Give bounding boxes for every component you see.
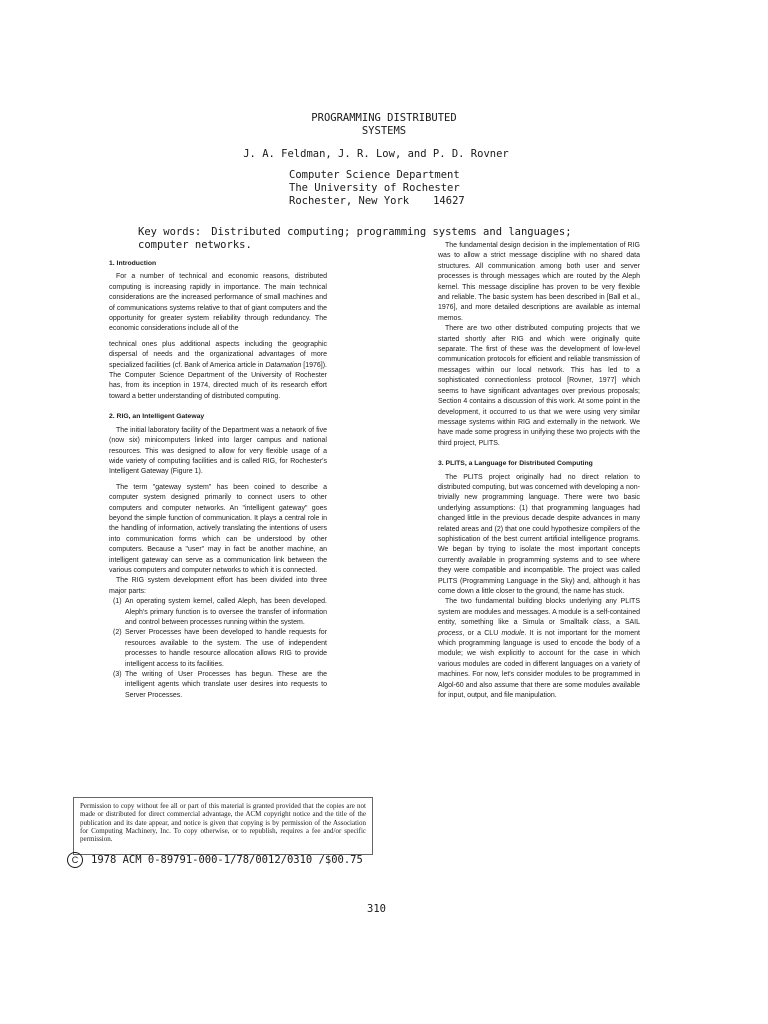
keywords-text: Distributed computing; programming systems and languages; computer networks. (138, 226, 572, 251)
list-item-text: Server Processes have been developed to handle requests for resources available to the system. The use of independent processes to handle resource allocation allows RIG to provide intelligent access to its facilities. (125, 629, 327, 668)
list-item-number: (3) (113, 671, 122, 679)
list-item (109, 670, 327, 701)
permission-notice-box: Permission to copy without fee all or part of this material is granted provided that the copies are not made or distributed for direct commercial advantage, the ACM copyright notice and the title of the publication and its date appear, and notice is given that copying is by permission of the Association for Computing Machinery, Inc. To copy otherwise, or to republish, requires a fee and/or specific permission. (73, 797, 373, 855)
affiliation-department: Computer Science Department (289, 169, 460, 181)
left-column (109, 259, 327, 701)
list-item-text: An operating system kernel, called Aleph, has been developed. Aleph's primary function is to oversee the transfer of information and control between processes running within the system. (125, 598, 327, 626)
section-2-paragraph-1: The initial laboratory facility of the Department was a network of five (now six) minicomputers linked into larger campus and national resources. This was designed to allow for very flexible usage of a wide variety of computing facilities and is called RIG, for Rochester's Intelligent Gateway (Figure 1). (109, 426, 327, 476)
paper-title-line-2: SYSTEMS (361, 125, 407, 137)
list-item-number: (2) (113, 629, 122, 637)
affiliation-university: The University of Rochester (289, 182, 460, 194)
section-2-paragraph-3: The RIG system development effort has been divided into three major parts: (109, 577, 327, 595)
rig-parts-list (109, 597, 327, 701)
section-1-paragraph-1: For a number of technical and economic reasons, distributed computing is increasing rapidly in importance. The main technical considerations are the increased performance of small machines and of communications systems relative to that of giant computers and the opportunity for greater system reliability through redundancy. The economic considerations include all of the (109, 273, 327, 333)
section-3-paragraph-2 (438, 597, 640, 701)
list-item (109, 597, 327, 628)
list-item-text: The writing of User Processes has begun. These are the intelligent agents which translate user desires into requests to Server Processes. (125, 671, 327, 699)
page-number: 310 (367, 903, 386, 915)
list-item (109, 628, 327, 670)
affiliation-zip: 14627 (433, 195, 465, 207)
copyright-line (67, 852, 363, 868)
paper-title-line-1: PROGRAMMING DISTRIBUTED (311, 112, 457, 124)
authors: J. A. Feldman, J. R. Low, and P. D. Rovner (243, 148, 509, 160)
section-2-paragraph-2: The term "gateway system" has been coined to describe a computer system designed primarily to connect users to other computers and computer networks. An "intelligent gateway" goes beyond the simple function of communication. It plays a central role in the handling of information, actively translating the intentions of users into communication forms which can be understood by other computers. Because a "user" may in fact be another machine, an intelligent gateway can serve as a communication link between the various computers and computer networks to which it is connected. (109, 483, 327, 574)
affiliation-address (289, 195, 465, 207)
section-3-emphasis-class: class (593, 619, 610, 627)
section-1-paragraph-1-continued (109, 340, 327, 402)
section-3-text-d: . It is not important for the moment which programming language is used to encode the body of a module; we wish explicitly to account for the case in which various modules are coded in different languages on a variety of machines. For now, let's consider modules to be programmed in Algol-60 and also assume that there are some modules available for input, output, and file manipulation. (438, 629, 640, 700)
section-3-text-b: , a SAIL (609, 619, 640, 627)
list-item-number: (1) (113, 598, 122, 606)
section-3-emphasis-module: module (501, 629, 525, 637)
section-3-paragraph-1: The PLITS project originally had no direct relation to distributed computing, but was concerned with developing a non-trivially new programming language. There were two basic underlying assumptions: (1) that programming languages had changed little in the previous decade despite advances in many related areas and (2) that one could hypothesize compilers of the sophistication of the best current artificial intelligence programs. We began by trying to isolate the most important concepts currently available in programming systems and to see where they were compatible and incompatible. The project was called PLITS (Programming Language in the Sky) and, although it has come down a little closer to the ground, the name has stuck. (438, 473, 640, 595)
copyright-text: 1978 ACM 0-89791-000-1/78/0012/0310 /$00.75 (91, 854, 363, 866)
section-1-text-a: technical ones plus additional aspects including the geographic dispersal of needs and the organizational advantages of more specialized facilities (cf. Bank of America article in (109, 340, 327, 369)
right-column (438, 241, 640, 701)
copyright-icon: C (67, 852, 83, 868)
section-1-text-c: [1976]). The Computer Science Department of the University of Rochester has, from its inception in 1974, directed much of its research effort toward a better understanding of distributed computing. (109, 361, 327, 400)
section-1-heading: 1. Introduction (109, 260, 157, 267)
section-2-heading: 2. RIG, an Intelligent Gateway (109, 413, 205, 421)
affiliation-city: Rochester, New York (289, 195, 410, 207)
section-3-text-c: , or a CLU (462, 629, 502, 637)
section-3-emphasis-process: process (438, 629, 463, 637)
right-paragraph-1: The fundamental design decision in the implementation of RIG was to allow a strict message discipline with no shared data structures. All communication among both user and server processes is through messages which are routed by the Aleph kernel. This message discipline has proven to be very flexible and reliable. The basic system has been described in [Ball et al., 1976], and more detailed descriptions are available as internal memos. (438, 242, 640, 322)
section-3-text-a: The two fundamental building blocks underlying any PLITS system are modules and messages. A module is a self-contained entity, something like a Simula or Smalltalk (438, 598, 640, 627)
section-3-heading: 3. PLITS, a Language for Distributed Computing (438, 460, 593, 468)
right-paragraph-2: There are two other distributed computing projects that we started shortly after RIG and which were originally quite separate. The first of these was the development of low-level communication protocols for efficient and reliable transmission of messages within our local network. This has led to a sophisticated connectionless protocol [Rovner, 1977] which seems to have significant advantages over previous proposals; Section 4 contains a discussion of this work. At some point in the development, it occurred to us that we were using very similar message systems within RIG and externally in the network. We have made some progress in unifying these two projects with the third project, PLITS. (438, 325, 640, 447)
section-1-emphasis: Datamation (265, 361, 302, 369)
keywords-label: Key words: (138, 226, 202, 238)
